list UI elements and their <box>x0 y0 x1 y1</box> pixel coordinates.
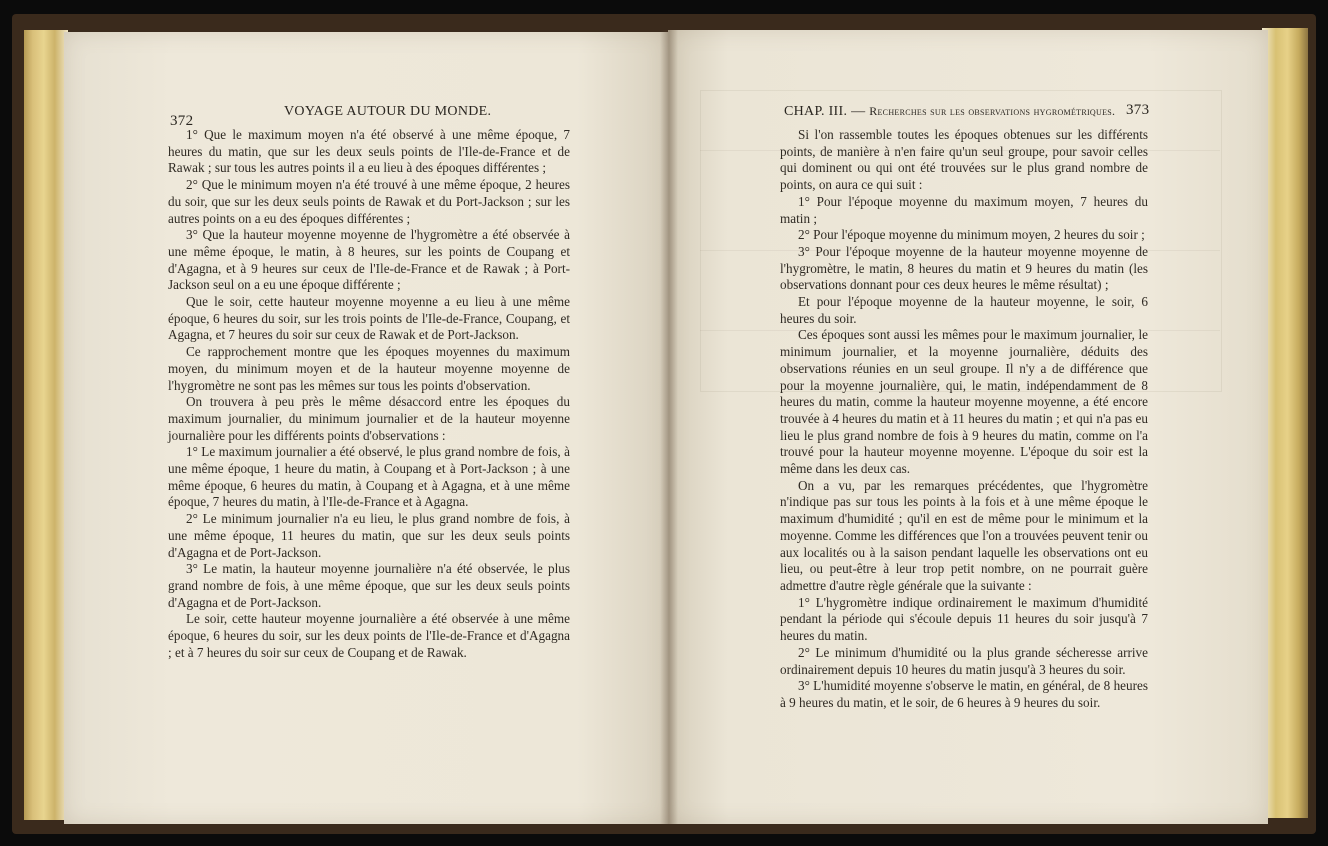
paragraph: 2° Le minimum d'humidité ou la plus grande sécheresse arrive ordinairement depuis 10 heures du matin jusqu'à 3 heures du soir. <box>780 644 1148 677</box>
left-page-edges <box>24 30 68 820</box>
paragraph: Le soir, cette hauteur moyenne journalière a été observée à une même époque, 6 heures du soir, sur les deux points de l'Ile-de-France et d'Agagna ; et à 7 heures du soir sur ceux de Coupang et de Rawak. <box>168 611 570 660</box>
paragraph: Ce rapprochement montre que les époques moyennes du maximum moyen, du minimum moyen et de la hauteur moyenne moyenne de l'hygromètre ne sont pas les mêmes sur tous les points d'observation. <box>168 344 570 393</box>
right-page-number: 373 <box>1126 102 1150 118</box>
paragraph: Ces époques sont aussi les mêmes pour le maximum journalier, le minimum journalier, et la moyenne journalière, déduits des observations réunies en un seul groupe. Il n'y a de différence que pour la moyenne journalière, qui, le matin, indépendamment de 8 heures du matin, comme la hauteur moyenne moyenne, a été encore trouvée à 4 heures du matin et à 11 heures du matin ; et qui n'a pas eu lieu le plus grand nombre de fois à 9 heures du matin, comme on l'a trouvé pour la hauteur moyenne moyenne. L'époque du soir est la même dans les deux cas. <box>780 327 1148 477</box>
paragraph: 2° Pour l'époque moyenne du minimum moyen, 2 heures du soir ; <box>798 227 1145 243</box>
paragraph: Que le soir, cette hauteur moyenne moyenne a eu lieu à une même époque, 6 heures du soir, sur les trois points de l'Ile-de-France, Coupang, et Agagna, et 7 heures du soir sur ceux de Rawak et de Port-Jackson. <box>168 294 570 343</box>
paragraph: Si l'on rassemble toutes les époques obtenues sur les différents points, de manière à n'en faire qu'un seul groupe, pour savoir celles qui dominent ou qui ont été trouvées sur le plus grand nombre de points, on aura ce qui suit : <box>780 127 1148 193</box>
paragraph: 1° Le maximum journalier a été observé, le plus grand nombre de fois, à une même époque, 1 heure du matin, à Coupang et à Port-Jackson ; à une même époque, 6 heures du matin, à Coupang et à Agagna, et à une même époque, 7 heures du matin, à l'Ile-de-France et à Agagna. <box>168 444 570 510</box>
right-page-edges <box>1262 28 1308 818</box>
left-page-number: 372 <box>170 113 194 129</box>
paragraph: 2° Que le minimum moyen n'a été trouvé à une même époque, 2 heures du soir, que sur les deux seuls points de Rawak et du Port-Jackson ; sur les autres points on a eu des époques différentes ; <box>168 177 570 226</box>
chapter-title: Recherches sur les observations hygrométriques. <box>869 104 1116 118</box>
paragraph: 3° Que la hauteur moyenne moyenne de l'hygromètre a été observée à une même époque, le matin, à 8 heures, sur les points de Coupang et d'Agagna, et à 9 heures sur ceux de l'Ile-de-France et de Rawak ; à Port-Jackson seul on a eu une époque différente ; <box>168 227 570 293</box>
left-running-head: VOYAGE AUTOUR DU MONDE. <box>284 104 492 119</box>
paragraph: Et pour l'époque moyenne de la hauteur moyenne, le soir, 6 heures du soir. <box>780 294 1148 326</box>
paragraph: 3° Le matin, la hauteur moyenne journalière n'a été observée, le plus grand nombre de fois, à une même époque, que sur les deux seuls points d'Agagna et de Port-Jackson. <box>168 561 570 610</box>
paragraph: 1° L'hygromètre indique ordinairement le maximum d'humidité pendant la période qui s'écoule depuis 11 heures du soir jusqu'à 7 heures du matin. <box>780 594 1148 644</box>
left-page-text <box>168 127 570 662</box>
book-gutter <box>660 30 678 824</box>
paragraph: 2° Le minimum journalier n'a eu lieu, le plus grand nombre de fois, à une même époque, 11 heures du matin, que sur les deux seuls points d'Agagna et de Port-Jackson. <box>168 511 570 560</box>
chapter-label: CHAP. III. — <box>784 104 870 119</box>
right-running-head <box>784 104 1115 120</box>
paragraph: 1° Que le maximum moyen n'a été observé à une même époque, 7 heures du matin, que sur les deux seuls points de l'Ile-de-France et de Rawak ; sur tous les autres points il a eu lieu à des époques différentes ; <box>168 127 570 176</box>
paragraph: On a vu, par les remarques précédentes, que l'hygromètre n'indique pas sur tous les points à la fois et à une même époque le maximum d'humidité ; qu'il en est de même pour le minimum et la moyenne. Comme les différences que l'on a trouvées peuvent tenir ou aux localités ou à la saison pendant laquelle les observations ont eu lieu, ou peut-être à leur trop petit nombre, on ne pourrait guère admettre d'autre règle générale que la suivante : <box>780 477 1148 593</box>
paragraph: 3° Pour l'époque moyenne de la hauteur moyenne moyenne de l'hygromètre, le matin, 8 heures du matin et 9 heures du matin (les observations donnant pour ces deux heures le même résultat) ; <box>780 243 1148 293</box>
paragraph: 1° Pour l'époque moyenne du maximum moyen, 7 heures du matin ; <box>780 193 1148 226</box>
paragraph: On trouvera à peu près le même désaccord entre les époques du maximum journalier, du minimum journalier et de la hauteur moyenne journalière pour les différents points d'observations : <box>168 394 570 443</box>
right-page-text <box>780 127 1148 712</box>
paragraph: 3° L'humidité moyenne s'observe le matin, en général, de 8 heures à 9 heures du matin, et le soir, de 6 heures à 9 heures du soir. <box>780 678 1148 710</box>
